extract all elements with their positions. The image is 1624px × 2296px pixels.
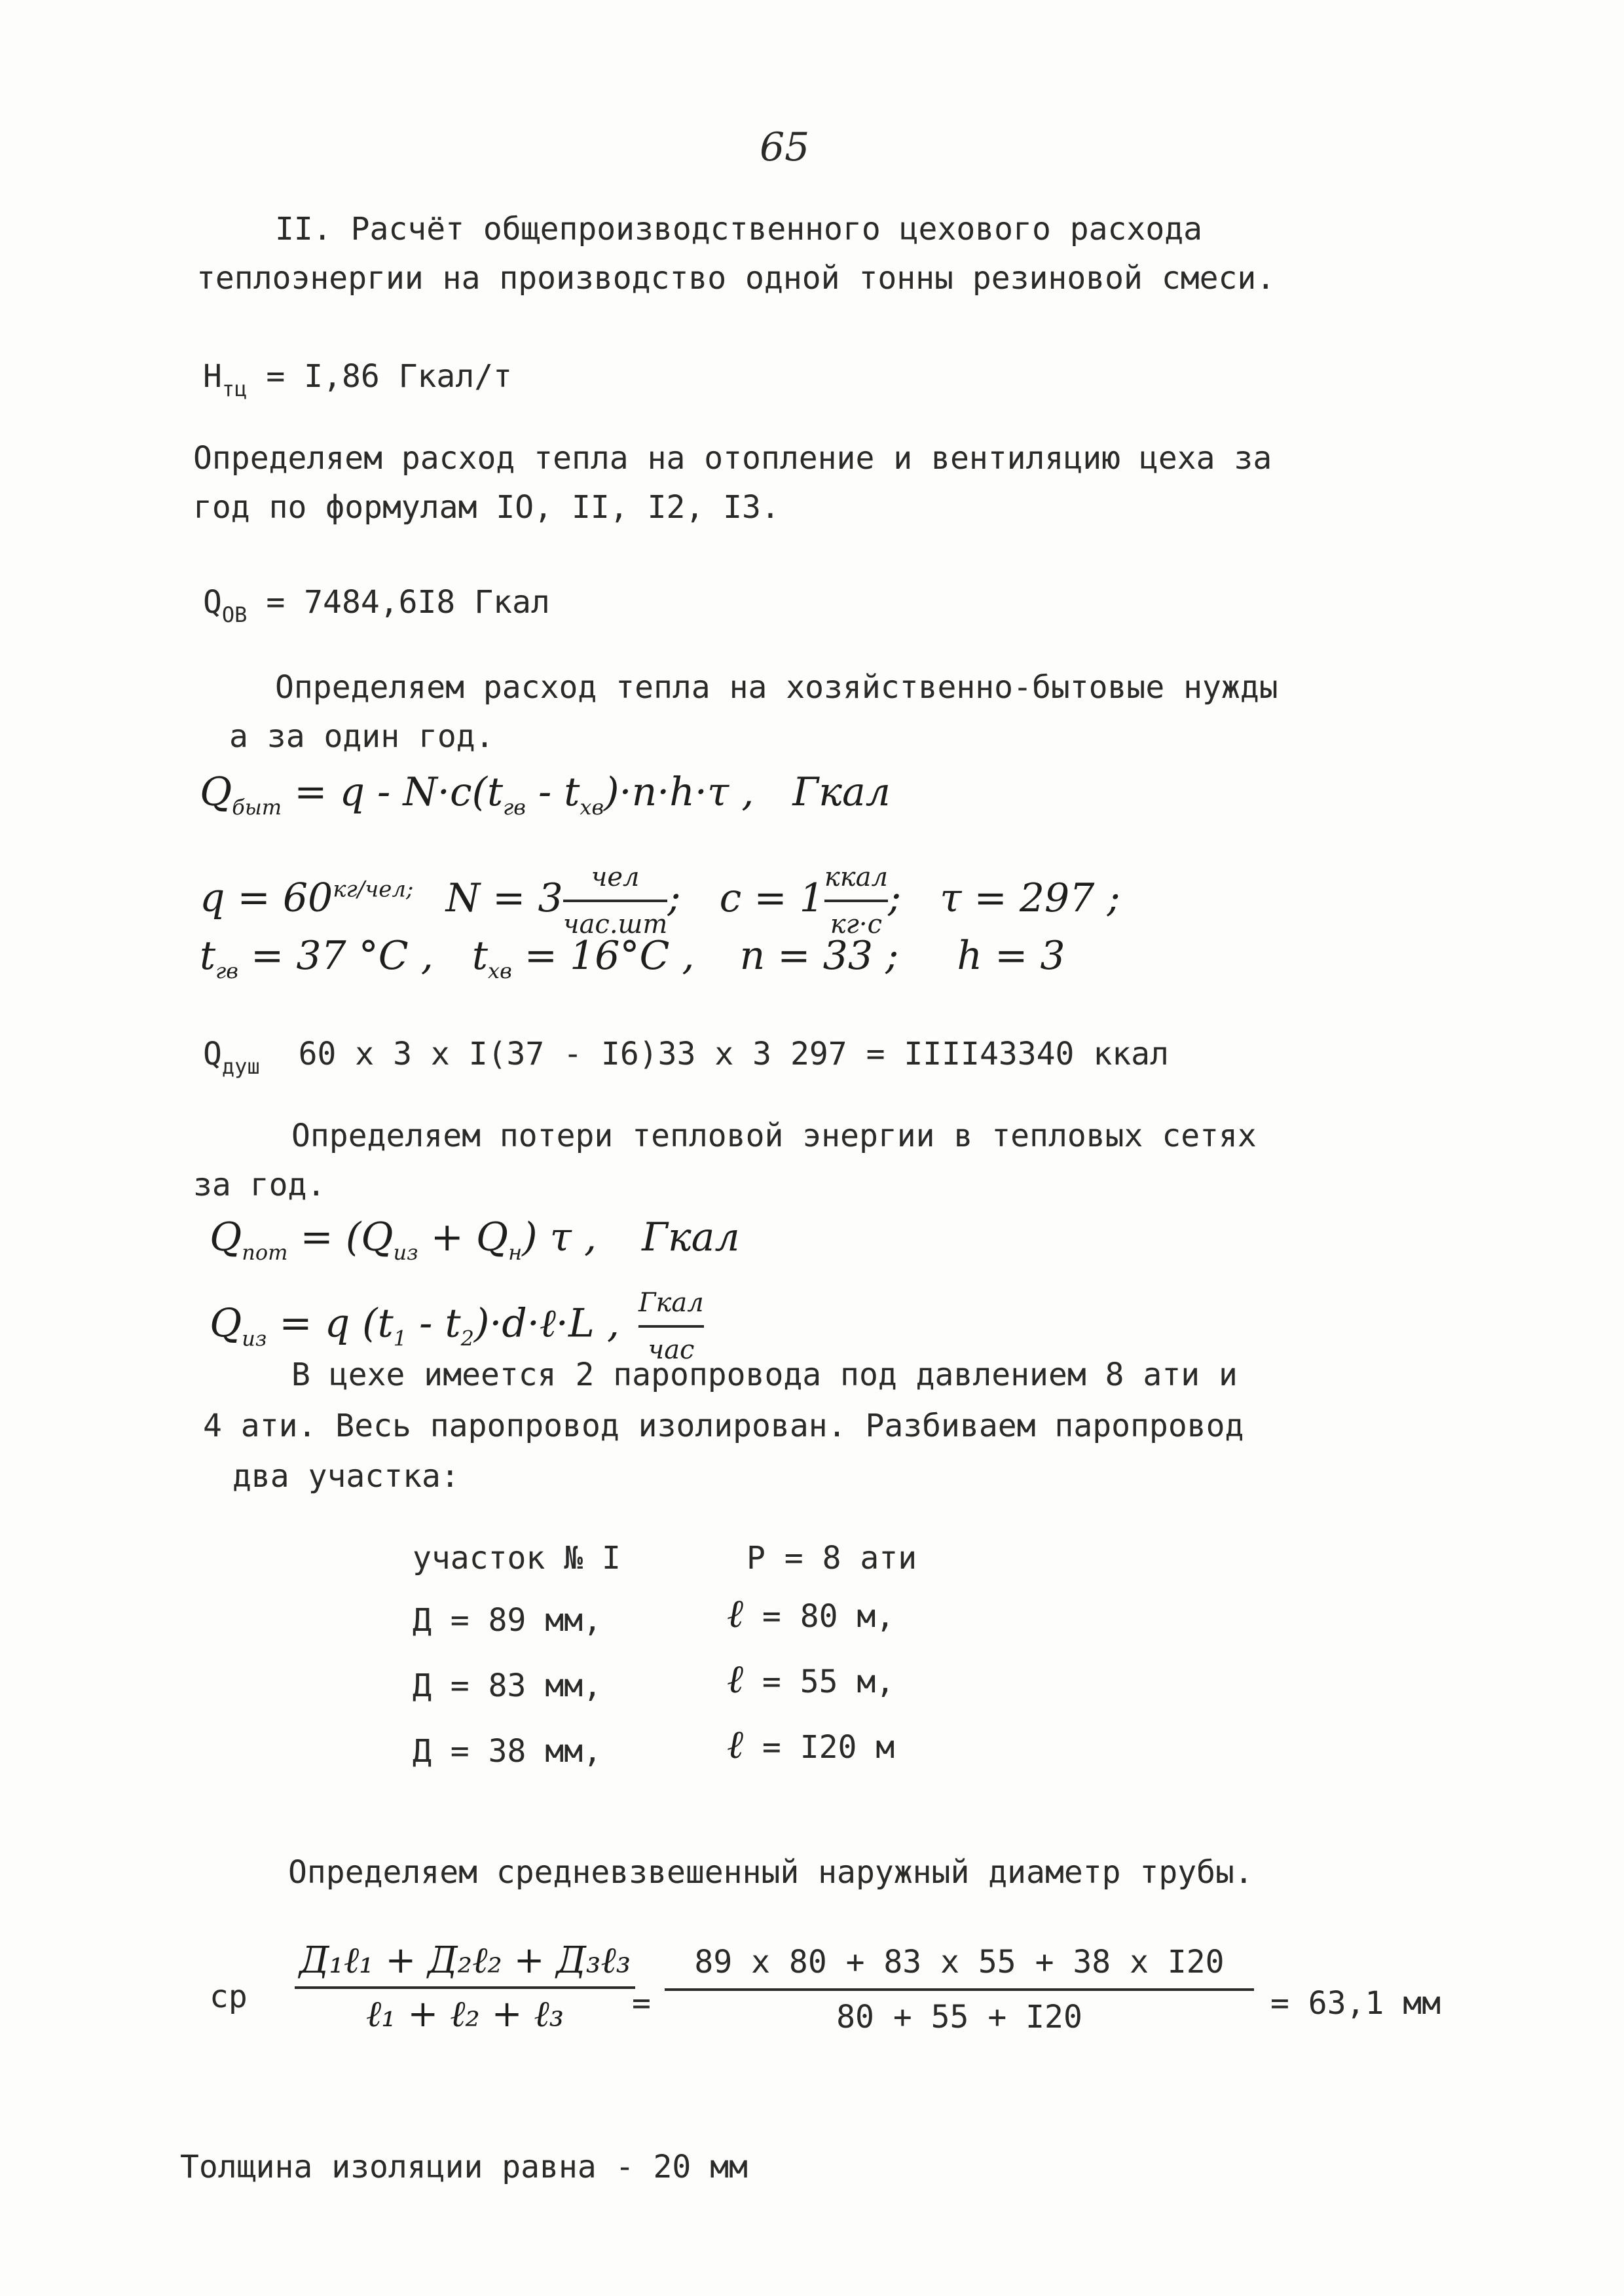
avg-formula-numeric-num: 89 x 80 + 83 x 55 + 38 x I20	[694, 1944, 1225, 1980]
section-row-1-l-symbol: ℓ	[727, 1591, 743, 1637]
t-xv-subscript: хв	[580, 795, 604, 820]
household-formula-minus: - t	[525, 769, 580, 815]
insulation-thickness: Толщина изоляции равна - 20 мм	[180, 2149, 748, 2185]
iz-unit-bar	[638, 1325, 704, 1328]
param-c-unit-den: кг·с	[830, 909, 883, 939]
avg-formula-symbolic	[295, 1938, 635, 2037]
heating-text-line-2: год по формулам IO, II, I2, I3.	[193, 489, 780, 526]
avg-formula-symbolic-bar	[295, 1986, 635, 1989]
section-row-1-l-value: = 80 м,	[762, 1598, 895, 1635]
iz-formula-minus: - t	[407, 1300, 461, 1347]
heating-text-line-1: Определяем расход тепла на отопление и вентиляцию цеха за	[193, 440, 1272, 477]
losses-formula	[210, 1214, 740, 1272]
losses-formula-plus: + Q	[418, 1214, 509, 1260]
param-n-unit-den: час.шт	[563, 909, 668, 939]
section-row-3-d: Д = 38 мм,	[413, 1733, 602, 1770]
param-txv-subscript: хв	[488, 958, 512, 983]
pipes-text-line-2: 4 ати. Весь паропровод изолирован. Разбиваем паропровод	[203, 1408, 1244, 1444]
section-row-1-d: Д = 89 мм,	[413, 1602, 602, 1639]
q-pot-subscript: пот	[242, 1240, 288, 1265]
param-q-unit: кг/чел;	[333, 876, 414, 903]
param-tau: τ = 297 ;	[940, 875, 1120, 921]
pipes-text-line-3: два участка:	[232, 1458, 460, 1495]
q-pot-symbol: Q	[210, 1214, 242, 1260]
pipes-text-line-1: В цехе имеется 2 паропровода под давлением 8 ати и	[291, 1357, 1238, 1393]
q-ov-symbol: Q	[203, 584, 222, 621]
q-iz-subscript: из	[393, 1240, 418, 1265]
q-n-subscript: н	[508, 1240, 523, 1265]
avg-formula-symbolic-num: Д₁ℓ₁ + Д₂ℓ₂ + Д₃ℓ₃	[299, 1939, 631, 1982]
norm-value: = I,86 Гкал/т	[266, 358, 513, 395]
section-row-3-l-symbol: ℓ	[727, 1722, 743, 1768]
iz-unit-den: час	[648, 1335, 695, 1365]
q-ov-value: = 7484,6I8 Гкал	[266, 584, 550, 621]
norm-subscript: тц	[221, 376, 248, 401]
param-n-unit-num: чел	[591, 862, 640, 892]
avg-formula-equals: =	[632, 1985, 651, 2022]
q-dush-value: 60 x 3 x I(37 - I6)33 x 3 297 = IIII43340 ккал	[298, 1036, 1169, 1072]
q-byt-symbol: Q	[200, 769, 232, 815]
household-formula-tail: )·n·h·τ ,	[604, 769, 754, 815]
sections-header-left: участок № I	[413, 1540, 621, 1576]
losses-text-line-1: Определяем потери тепловой энергии в тепловых сетях	[291, 1118, 1257, 1154]
iz-formula-body: = q (t	[279, 1300, 394, 1347]
avg-diameter-text: Определяем средневзвешенный наружный диаметр трубы.	[288, 1854, 1253, 1891]
param-n-sep: ;	[667, 875, 681, 921]
param-tgv-value: = 37 °C ,	[238, 933, 434, 979]
q-ov-formula	[203, 583, 550, 634]
iz-formula-tail: )·d·ℓ·L ,	[473, 1300, 619, 1347]
household-text-line-2: а за один год.	[229, 718, 494, 755]
q-ov-subscript: ОВ	[221, 602, 248, 627]
iz-unit-num: Гкал	[638, 1288, 704, 1318]
t1-subscript: 1	[393, 1326, 407, 1351]
param-c-sep: ;	[887, 875, 902, 921]
param-c: c = 1	[719, 875, 824, 921]
param-tgv-subscript: гв	[215, 958, 238, 983]
avg-formula-numeric	[665, 1941, 1254, 2038]
sections-header-right: Р = 8 ати	[747, 1540, 917, 1576]
q-iz-symbol: Q	[210, 1300, 242, 1347]
param-n: N = 3	[445, 875, 563, 921]
param-txv: t	[471, 933, 489, 979]
section-row-2-l-value: = 55 м,	[762, 1664, 895, 1700]
household-formula-body: = q - N·c(t	[294, 769, 504, 815]
heading-line-1: II. Расчёт общепроизводственного цехового расхода	[275, 211, 1203, 247]
param-n-unit	[563, 858, 668, 944]
household-formula-unit: Гкал	[792, 769, 891, 815]
norm-symbol: Н	[203, 358, 222, 395]
losses-formula-tail: ) τ ,	[522, 1214, 597, 1260]
t-gv-subscript: гв	[503, 795, 526, 820]
q-dush-symbol: Q	[203, 1036, 222, 1072]
section-row-2-l	[727, 1656, 895, 1702]
section-row-2-l-symbol: ℓ	[727, 1656, 743, 1702]
losses-formula-body: = (Q	[300, 1214, 394, 1260]
param-tgv: t	[200, 933, 216, 979]
avg-formula-numeric-bar	[665, 1988, 1254, 1991]
q-byt-subscript: быт	[232, 795, 282, 820]
household-params-1	[200, 858, 1120, 944]
t2-subscript: 2	[460, 1326, 474, 1351]
param-h: h = 3	[957, 933, 1065, 979]
param-c-unit	[824, 858, 888, 944]
section-row-3-l	[727, 1722, 895, 1768]
q-dush-subscript: душ	[221, 1054, 260, 1079]
section-row-1-l	[727, 1591, 895, 1637]
param-q: q = 60	[200, 875, 333, 921]
q-dush-formula	[203, 1034, 1169, 1086]
avg-formula-numeric-den: 80 + 55 + I20	[836, 1999, 1082, 2035]
section-row-3-l-value: = I20 м	[762, 1729, 895, 1766]
avg-formula-label: ср	[210, 1978, 248, 2015]
norm-formula	[203, 357, 512, 409]
household-params-2	[200, 933, 1065, 991]
param-txv-value: = 16°C ,	[511, 933, 695, 979]
household-text-line-1: Определяем расход тепла на хозяйственно-бытовые нужды	[275, 669, 1278, 706]
household-formula	[200, 769, 891, 827]
losses-text-line-2: за год.	[193, 1167, 326, 1203]
losses-formula-unit: Гкал	[642, 1214, 740, 1260]
heading-line-2: теплоэнергии на производство одной тонны резиновой смеси.	[196, 260, 1276, 297]
param-n-count: n = 33 ;	[739, 933, 899, 979]
page-number: 65	[760, 124, 810, 170]
param-c-unit-bar	[824, 900, 888, 902]
param-c-unit-num: ккал	[824, 862, 888, 892]
q-iz-lhs-subscript: из	[242, 1326, 267, 1351]
avg-formula-result: = 63,1 мм	[1270, 1985, 1441, 2022]
section-row-2-d: Д = 83 мм,	[413, 1667, 602, 1704]
avg-formula-symbolic-den: ℓ₁ + ℓ₂ + ℓ₃	[365, 1993, 564, 2035]
param-n-unit-bar	[563, 900, 668, 902]
